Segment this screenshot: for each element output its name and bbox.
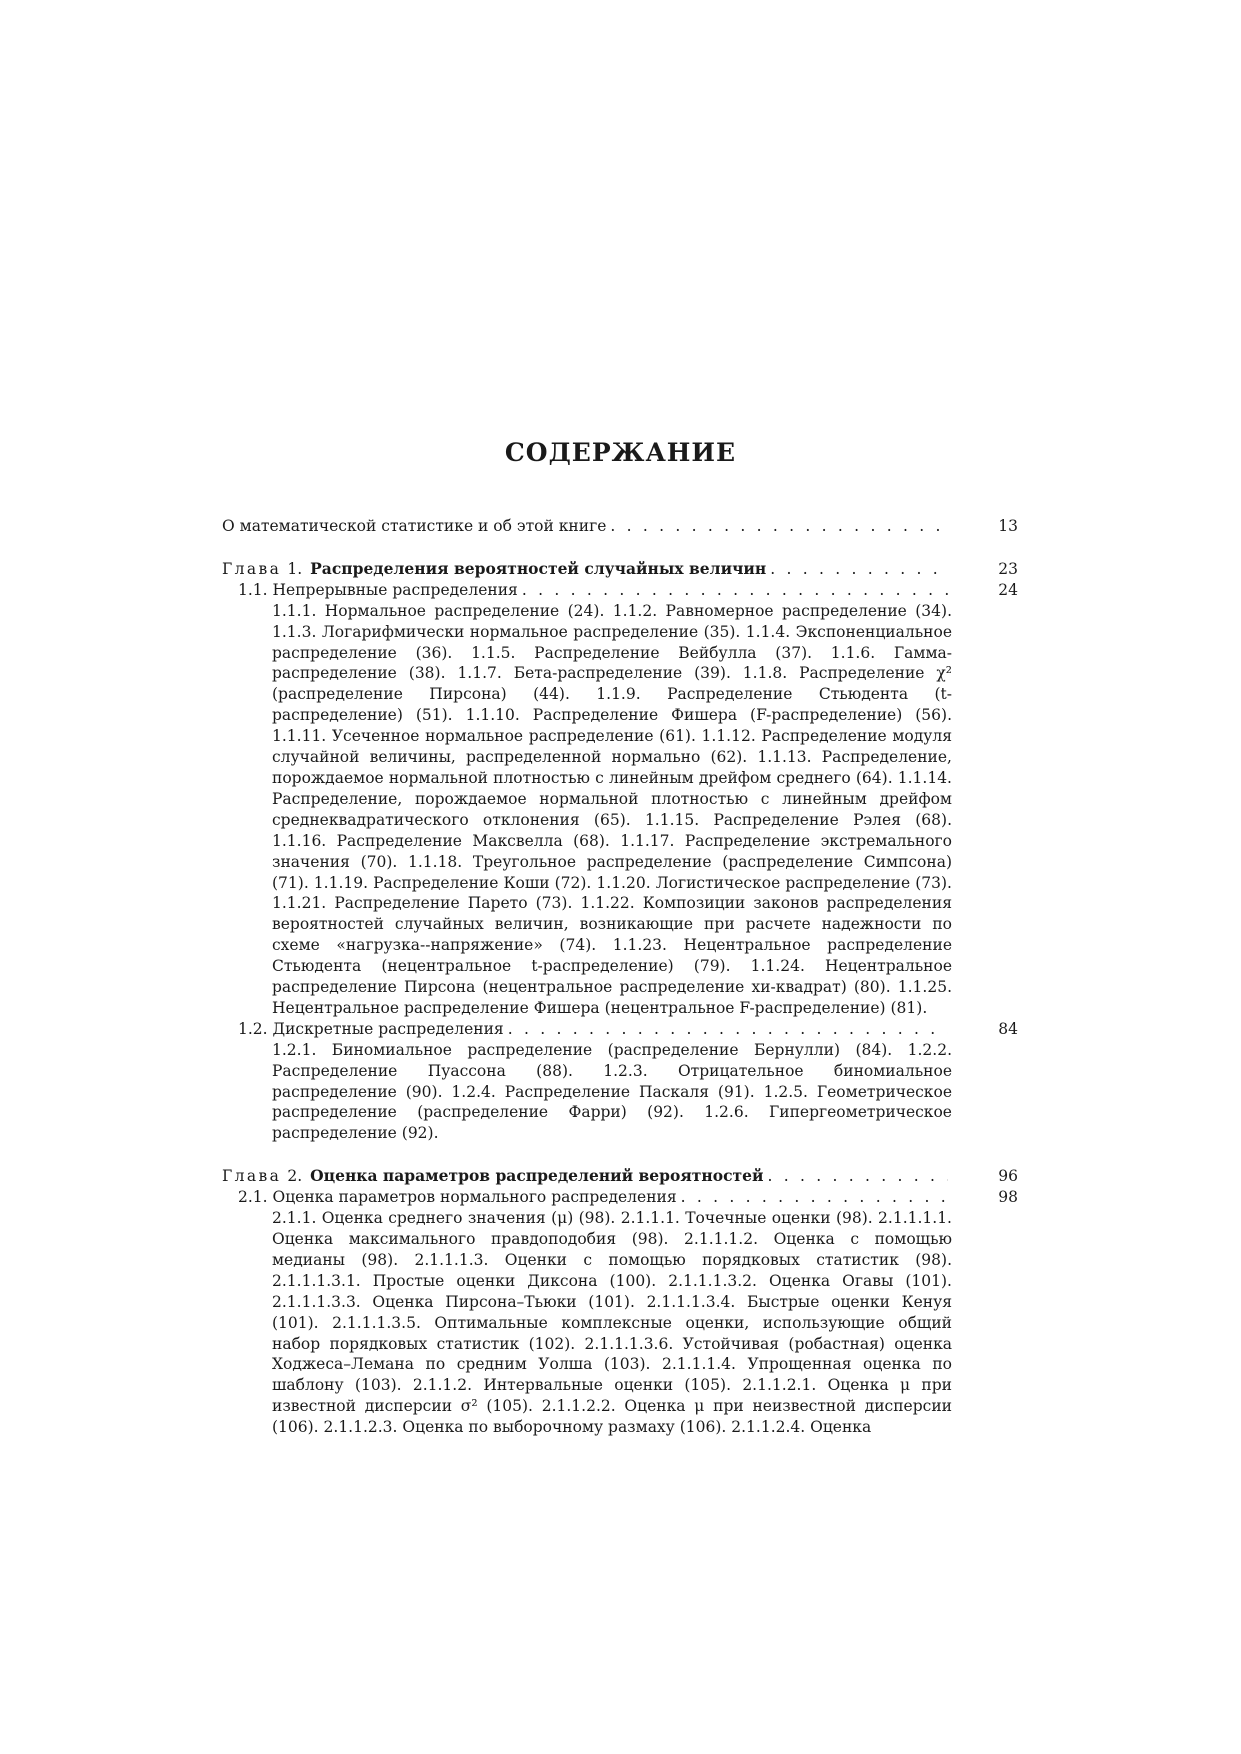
toc-section-1-1[interactable] [222, 580, 1018, 601]
dot-leader [610, 516, 948, 537]
page-title: СОДЕРЖАНИЕ [504, 438, 737, 467]
toc-page-number: 84 [998, 1019, 1018, 1038]
dot-leader [522, 580, 948, 601]
toc-page-number: 96 [998, 1167, 1018, 1186]
chapter-number: 1. [287, 559, 303, 578]
chapter-title: Распределения вероятностей случайных величин [310, 558, 767, 578]
toc-chapter-2[interactable] [222, 1166, 1018, 1187]
toc-entry-intro[interactable] [222, 516, 1018, 537]
section-label: 1.1. Непрерывные распределения [238, 580, 518, 599]
dot-leader [508, 1019, 948, 1040]
toc-entry-label: О математической статистике и об этой книге [222, 517, 607, 535]
chapter-word: Глава [222, 1167, 282, 1186]
toc-section-1-2[interactable] [222, 1019, 1018, 1040]
toc-chapter-1[interactable] [222, 559, 1018, 580]
table-of-contents [222, 516, 1018, 1438]
dot-leader [770, 559, 948, 580]
toc-page-number: 23 [998, 559, 1018, 578]
toc-page-number: 98 [998, 1188, 1018, 1207]
section-label: 1.2. Дискретные распределения [238, 1019, 504, 1038]
toc-section-2-1[interactable] [222, 1187, 1018, 1208]
section-contents: 1.1.1. Нормальное распределение (24). 1.1.2. Равномерное распределение (34). 1.1.3. Логарифмически нормальное распределение (35). 1.1.4. Экспоненциальное распределение (36). 1.1.5. Распределение Вейбулла (37). 1.1.6. Гамма-распределение (38). 1.1.7. Бета-распределение (39). 1.1.8. Распределение χ² (распределение Пирсона) (44). 1.1.9. Распределение Стьюдента (t-распределение) (51). 1.1.10. Распределение Фишера (F-распределение) (56). 1.1.11. Усеченное нормальное распределение (61). 1.1.12. Распределение модуля случайной величины, распределенной нормально (62). 1.1.13. Распределение, порождаемое нормальной плотностью с линейным дрейфом среднего (64). 1.1.14. Распределение, порождаемое нормальной плотностью с линейным дрейфом среднеквадратического отклонения (65). 1.1.15. Распределение Рэлея (68). 1.1.16. Распределение Максвелла (68). 1.1.17. Распределение экстремального значения (70). 1.1.18. Треугольное распределение (распределение Симпсона) (71). 1.1.19. Распределение Коши (72). 1.1.20. Логистическое распределение (73). 1.1.21. Распределение Парето (73). 1.1.22. Композиции законов распределения вероятностей случайных величин, возникающие при расчете надежности по схеме «нагрузка--напряжение» (74). 1.1.23. Нецентральное распределение Стьюдента (нецентральное t-распределение) (79). 1.1.24. Нецентральное распределение Пирсона (нецентральное распределение хи-квадрат) (80). 1.1.25. Нецентральное распределение Фишера (нецентральное F-распределение) (81). [272, 601, 952, 1017]
dot-leader [681, 1187, 948, 1208]
toc-page-number: 13 [998, 517, 1018, 535]
chapter-number: 2. [287, 1167, 303, 1186]
dot-leader [768, 1166, 949, 1187]
section-contents: 1.2.1. Биномиальное распределение (распределение Бернулли) (84). 1.2.2. Распределение Пуассона (88). 1.2.3. Отрицательное биномиальное распределение (90). 1.2.4. Распределение Паскаля (91). 1.2.5. Геометрическое распределение (распределение Фарри) (92). 1.2.6. Гипергеометрическое распределение (92). [272, 1040, 952, 1143]
chapter-title: Оценка параметров распределений вероятностей [310, 1166, 764, 1186]
section-contents: 2.1.1. Оценка среднего значения (μ) (98). 2.1.1.1. Точечные оценки (98). 2.1.1.1.1. Оценка максимального правдоподобия (98). 2.1.1.1.2. Оценка с помощью медианы (98). 2.1.1.1.3. Оценки с помощью порядковых статистик (98). 2.1.1.1.3.1. Простые оценки Диксона (100). 2.1.1.1.3.2. Оценка Огавы (101). 2.1.1.1.3.3. Оценка Пирсона–Тьюки (101). 2.1.1.1.3.4. Быстрые оценки Кенуя (101). 2.1.1.1.3.5. Оптимальные комплексные оценки, использующие общий набор порядковых статистик (102). 2.1.1.1.3.6. Устойчивая (робастная) оценка Ходжеса–Лемана по средним Уолша (103). 2.1.1.1.4. Упрощенная оценка по шаблону (103). 2.1.1.2. Интервальные оценки (105). 2.1.1.2.1. Оценка μ при известной дисперсии σ² (105). 2.1.1.2.2. Оценка μ при неизвестной дисперсии (106). 2.1.1.2.3. Оценка по выборочному размаху (106). 2.1.1.2.4. Оценка [272, 1209, 952, 1437]
section-label: 2.1. Оценка параметров нормального распределения [238, 1188, 677, 1207]
chapter-word: Глава [222, 559, 282, 578]
toc-page-number: 24 [998, 580, 1018, 599]
